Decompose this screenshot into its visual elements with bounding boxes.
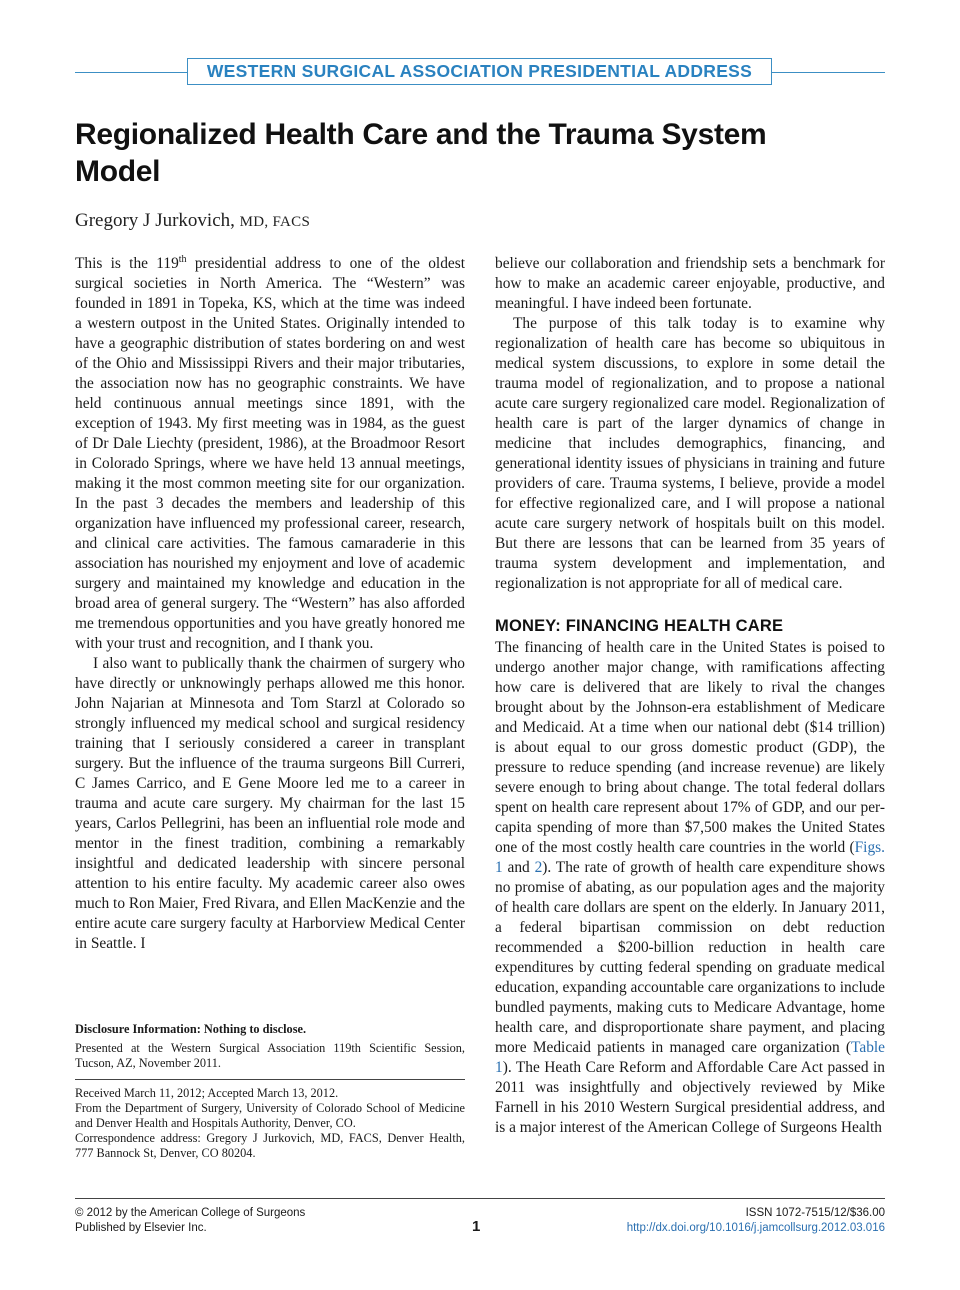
table-1-link[interactable]: Table 1 bbox=[495, 1039, 885, 1076]
paragraph-intro bbox=[75, 254, 465, 654]
banner-rule-right bbox=[772, 72, 885, 73]
article-title: Regionalized Health Care and the Trauma System Model bbox=[75, 118, 767, 188]
correspondence-note: Correspondence address: Gregory J Jurkovich, MD, FACS, Denver Health, 777 Bannock St, Denver, CO 80204. bbox=[75, 1131, 465, 1160]
paragraph-intro-text-b: presidential address to one of the oldest surgical societies in North America. The “Western” was founded in 1891 in Topeka, KS, which at the time was indeed a western outpost in the United States. Originally intended to have a geographic distribution of states bordering on and west of the Ohio and Mississippi Rivers and their major tributaries, the association now has no geographic constraints. We have held continuous annual meetings since 1891, with the exception of 1943. My first meeting was in 1984, as the guest of Dr Dale Liechty (president, 1986), at the Broadmoor Resort in Colorado Springs, where we have held 13 annual meetings, making it the most common meeting site for our organization. In the past 3 decades the members and leadership of this organization have influenced my professional career, research, and clinical care activities. The famous camaraderie in this association has nourished my enjoyment and love of academic surgery and maintained my knowledge and education in the broad area of general surgery. The “Western” has also afforded me tremendous opportunities and you have greatly honored me with your trust and recognition, and I thank you. bbox=[75, 255, 465, 652]
paragraph-intro-text-a: This is the 119 bbox=[75, 255, 179, 272]
paragraph-purpose: The purpose of this talk today is to examine why regionalization of health care has become so ubiquitous in medical system discussions, to explore in some detail the trauma model of regionalization, and to propose a national acute care surgery regionalized care model. Regionalization of health care is part of the larger dynamics of change in medicine that includes demographics, financing, and generational identity issues of physicians in training and future providers of care. Trauma systems, I believe, provide a model for effective regionalized care, and I will propose a national acute care surgery network of hospitals built on this model. But there are lessons that can be learned from 35 years of trauma system development and implementation, and regionalization is not appropriate for all of medical care. bbox=[495, 315, 885, 592]
footnote-divider bbox=[75, 1079, 465, 1080]
footer-left bbox=[75, 1206, 305, 1236]
disclosure-note: Disclosure Information: Nothing to disclose. bbox=[75, 1022, 307, 1036]
footnotes bbox=[75, 1022, 465, 1161]
superscript-th: th bbox=[178, 253, 187, 265]
doi-link[interactable]: http://dx.doi.org/10.1016/j.jamcollsurg.2012.03.016 bbox=[626, 1222, 885, 1234]
paragraph-thanks: I also want to publically thank the chairmen of surgery who have directly or unknowingly perhaps allowed me this honor. John Najarian at Minnesota and Tom Starzl at Colorado so strongly influenced my medical school and surgical residency training that I seriously considered a career in transplant surgery. But the influence of the trauma surgeons Bill Curreri, C James Carrico, and E Gene Moore led me to a career in trauma and acute care surgery. My chairman for the last 15 years, Carlos Pellegrini, has been an influential role mode and mentor in the finest tradition, combining a remarkably insightful and dedicated leadership with sincere personal attention to his entire faculty. My academic career also owes much to Ron Maier, Fred Rivara, and Ellen MacKenzie and the entire acute care surgery faculty at Harborview Medical Center in Seattle. I bbox=[75, 655, 466, 952]
fig-2-link[interactable]: 2 bbox=[534, 859, 543, 876]
paragraph-financing-text-b: ). The rate of growth of health care expenditure shows no promise of abating, as our population ages and the majority of health care dollars are spent on the elderly. In January 2011, a federal bipartisan commission on debt reduction recommended a $200-billion reduction in health care expenditures by cutting federal spending on graduate medical education, expanding accountable care organizations to include bundled payments, making cuts to Medicare Advantage, home health care, and disproportionate share payment, and placing more Medicaid patients in managed care organization ( bbox=[495, 859, 885, 1056]
section-heading: MONEY: FINANCING HEALTH CARE bbox=[495, 617, 784, 635]
banner-rule-left bbox=[75, 72, 188, 73]
publisher-text: Published by Elsevier Inc. bbox=[75, 1222, 207, 1234]
author-line bbox=[75, 210, 310, 232]
presented-note: Presented at the Western Surgical Association 119th Scientific Session, Tucson, AZ, November 2011. bbox=[75, 1041, 465, 1070]
paragraph-financing-text-and: and bbox=[502, 859, 535, 876]
body-column-right bbox=[495, 254, 885, 1138]
footer-right bbox=[627, 1206, 885, 1236]
received-note: Received March 11, 2012; Accepted March 13, 2012. bbox=[75, 1086, 339, 1100]
body-column-left bbox=[75, 254, 465, 954]
author-credentials: MD, FACS bbox=[239, 214, 311, 230]
paragraph-continued: believe our collaboration and friendship sets a benchmark for how to make an academic career enjoyable, productive, and meaningful. I have indeed been fortunate. bbox=[495, 255, 885, 312]
department-note: From the Department of Surgery, University of Colorado School of Medicine and Denver Health and Hospitals Authority, Denver, CO. bbox=[75, 1101, 465, 1130]
issn-text: ISSN 1072-7515/12/$36.00 bbox=[745, 1207, 885, 1219]
journal-section-banner: WESTERN SURGICAL ASSOCIATION PRESIDENTIAL ADDRESS bbox=[187, 58, 772, 85]
copyright-text: © 2012 by the American College of Surgeons bbox=[75, 1207, 306, 1219]
paragraph-financing bbox=[495, 638, 885, 1138]
paragraph-financing-text-c: ). The Heath Care Reform and Affordable Care Act passed in 2011 was insightfully and objectively reviewed by Mike Farnell in his 2010 Western Surgical presidential address, and is a major interest of the American College of Surgeons Health bbox=[495, 1059, 885, 1136]
paragraph-financing-text-a: The financing of health care in the United States is poised to undergo another major change, with ramifications affecting how care is delivered that are likely to rival the changes brought about by the Johnson-era establishment of Medicare and Medicaid. At a time when our national debt ($14 trillion) is about equal to our gross domestic product (GDP), the pressure to reduce spending (and increase revenue) are likely severe enough to bring about change. The total federal dollars spent on health care represent about 17% of GDP, and our per-capita spending of more than $7,500 makes the United States one of the most costly health care countries in the world ( bbox=[495, 639, 885, 856]
page-number: 1 bbox=[472, 1218, 481, 1235]
figs-1-link[interactable]: Figs. 1 bbox=[495, 839, 885, 876]
author-name: Gregory J Jurkovich, bbox=[75, 210, 235, 231]
footer-rule bbox=[75, 1198, 885, 1199]
